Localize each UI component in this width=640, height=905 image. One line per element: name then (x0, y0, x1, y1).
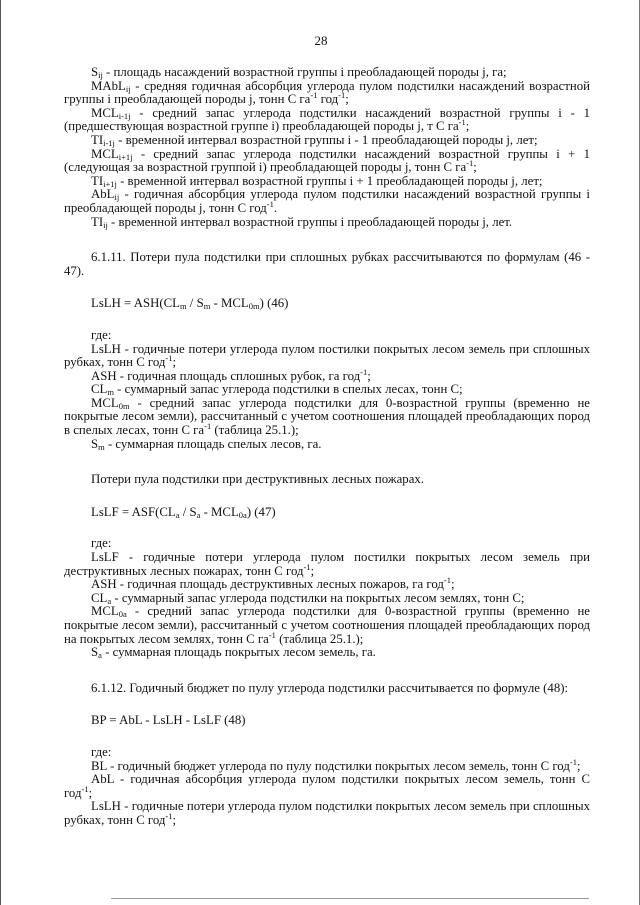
def-lslh-48: LsLH - годичные потери углерода пулом подстилки покрытых лесом земель при сплошных рубках, тонн С год$^{-1}$; (64, 799, 590, 827)
formula-46: LsLH = $ASH(CL_m / S_m - MCL_{0m})$ (46) (91, 296, 289, 312)
def-mcl0m: $MCL_{0m}$ - средний запас углерода подстилки для 0-возрастной группы (временно не покрытые лесом земли), рассчитанный с учетом соотношения площадей преобладающих пород в спелых лесах, тонн С $га^{-1}$ (таблица 25.1.); (64, 395, 590, 438)
def-sa: $S_a$ - суммарная площадь покрытых лесом земель, га. (91, 645, 376, 661)
fires-heading: Потери пула подстилки при деструктивных лесных пожарах. (91, 472, 424, 487)
section-6-1-12: 6.1.12. Годичный бюджет по пулу углерода подстилки рассчитывается по формуле (48): (91, 680, 569, 695)
def-lslh: LsLH - годичные потери углерода пулом постилки покрытых лесом земель при сплошных рубках, тонн С год$^{-1}$; (64, 341, 590, 370)
section-6-1-11: 6.1.11. Потери пула подстилки при сплошных рубках рассчитываются по формулам (46 - 47). (64, 250, 590, 278)
def-ti-next: $TI_{i+1j}$ - временной интервал возрастной группы i + 1 преобладающей породы j, лет; (91, 173, 543, 189)
def-ash-46: ASH - годичная площадь сплошных рубок, га год$^{-1}$; (91, 366, 371, 383)
def-bl: BL - годичный бюджет углерода по пулу подстилки покрытых лесом земель, тонн С год$^{-1}$; (91, 756, 581, 773)
def-lslf: LsLF - годичные потери углерода пулом постилки покрытых лесом земель при деструктивных лесных пожарах, тонн С год$^{-1}$; (64, 550, 590, 578)
def-sij: $S_{ij}$ - площадь насаждений возрастной группы i преобладающей породы j, га; (91, 65, 507, 80)
where-label-46: где: (91, 327, 112, 342)
def-mcl0a: $MCL_{0a}$ - средний запас углерода подстилки для 0-возрастной группы (временно не покрытые лесом земли), рассчитанный с учетом соотношения площадей преобладающих пород на покрытых лесом землях, тонн С $га^{-1}$ (таблица 25.1.); (64, 604, 590, 646)
page-bottom-edge (111, 898, 589, 899)
page-body (64, 66, 590, 828)
def-ash-47: ASH - годичная площадь деструктивных лесных пожаров, га год$^{-1}$; (91, 575, 455, 592)
where-label-48: где: (91, 744, 112, 759)
where-label-47: где: (91, 536, 112, 551)
def-clm: $CL_m$ - суммарный запас углерода подстилки в спелых лесах, тонн С; (91, 382, 463, 398)
def-mabl: MAbL$_{ij}$ - средняя годичная абсорбция углерода пулом подстилки насаждений возрастной группы i преобладающей породы j, тонн С $га^{-1}$ год$^{-1}$; (64, 78, 590, 107)
def-mcl-prev: $MCL_{i-1j}$ - средний запас углерода подстилки насаждений возрастной группы i - 1 (предшествующая возрастной группе i) преобладающей породы j, т С $га^{-1}$; (64, 105, 590, 134)
def-ti: $TI_{ij}$ - временной интервал возрастной группы i преобладающей породы j, лет. (91, 214, 513, 230)
def-ti-prev: $TI_{i-1j}$ - временной интервал возрастной группы i - 1 преобладающей породы j, лет; (91, 132, 538, 148)
def-cla: $CL_a$ - суммарный запас углерода подстилки на покрытых лесом землях, тонн С; (91, 590, 525, 606)
def-sm: $S_m$ - суммарная площадь спелых лесов, га. (91, 436, 322, 452)
def-mcl-next: $MCL_{i+1j}$ - средний запас углерода подстилки насаждений возрастной группы i + 1 (следующая за возрастной группой i) преобладающей породы j, тонн С $га^{-1}$; (64, 146, 590, 175)
def-abl-48: AbL - годичная абсорбция углерода пулом подстилки покрытых лесом земель, тонн С год$^{-1}$; (64, 772, 590, 800)
formula-47: LsLF = $ASF(CL_a / S_a - MCL_{0a})$ (47) (91, 504, 276, 520)
page-number: 28 (314, 33, 328, 48)
def-abl: AbL$_{ij}$ - годичная абсорбция углерода пулом подстилки насаждений возрастной группы i преобладающей породы j, тонн С год$^{-1}$. (64, 187, 590, 215)
formula-48: BP = AbL - LsLH - LsLF (48) (91, 713, 246, 728)
